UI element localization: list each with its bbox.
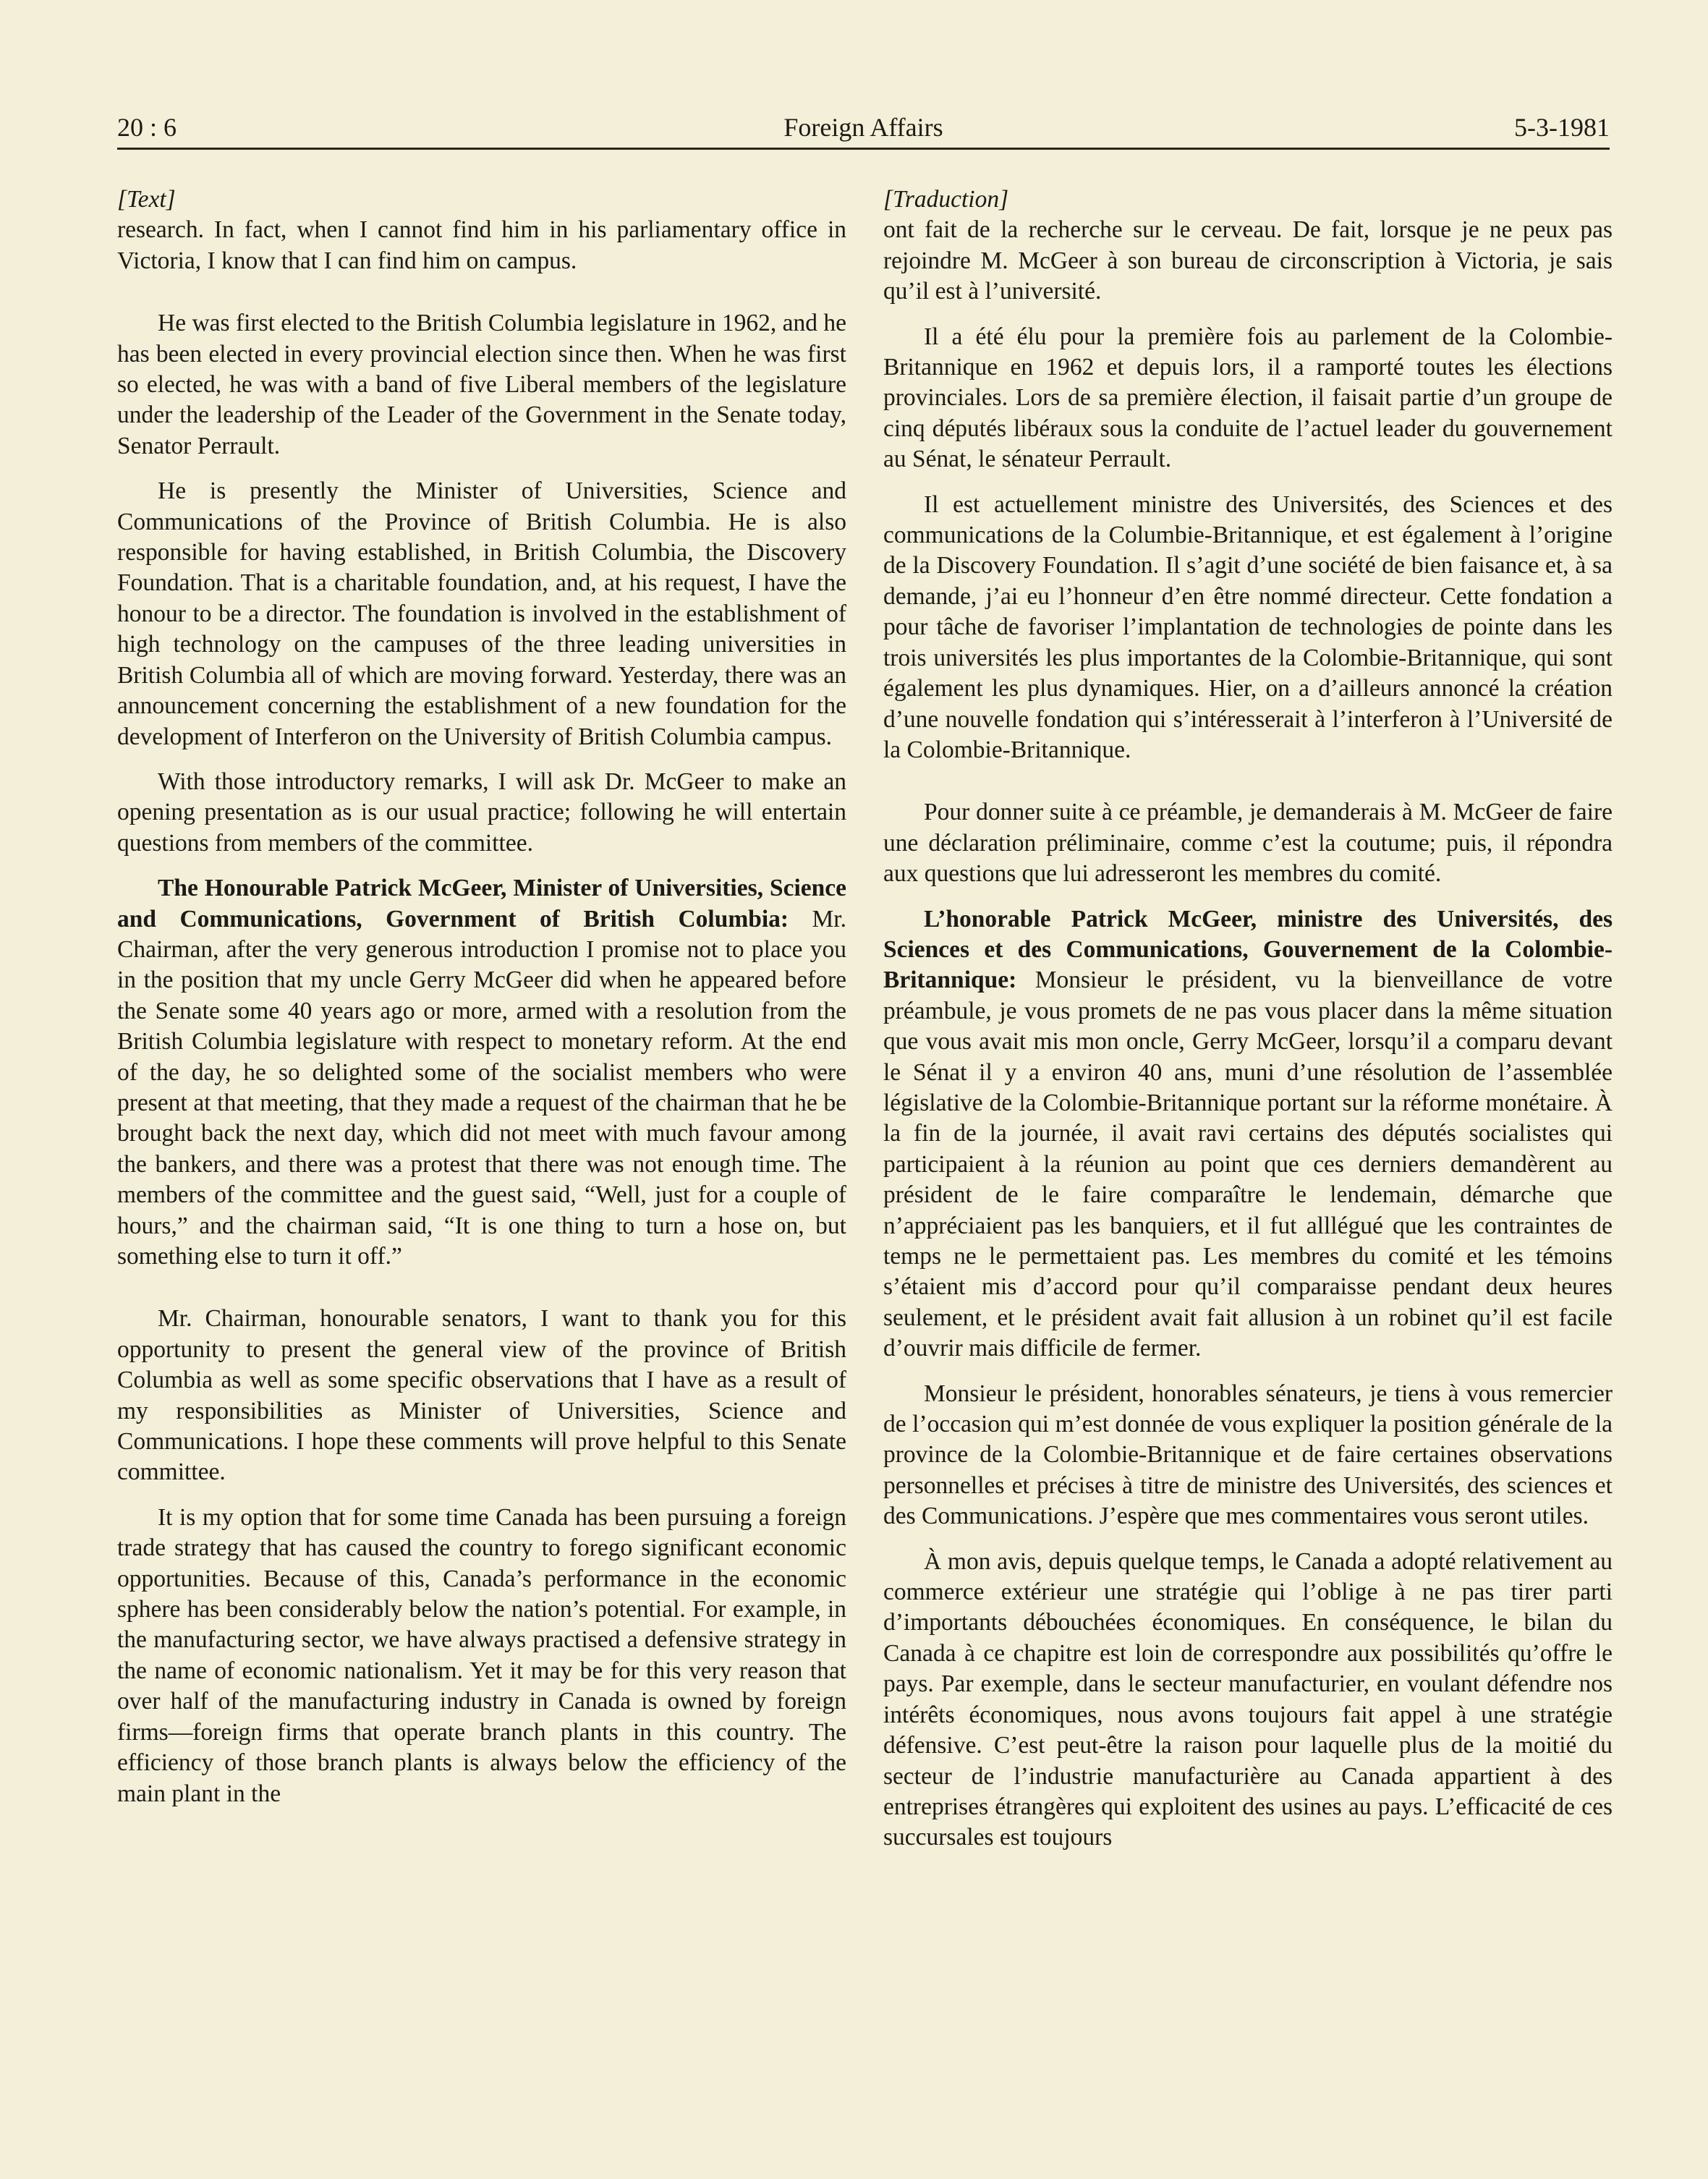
english-language-tag: [Text] [117,186,176,213]
french-paragraph-5 [883,904,1613,1364]
english-paragraph-6: Mr. Chairman, honourable senators, I want to thank you for this opportunity to present the general view of the province of British Columbia as well as some specific observations that I have as a result of my responsibilities as Minister of Universities, Science and Communications. I hope these comments will prove helpful to this Senate committee. [117,1305,846,1486]
french-paragraph-1: ont fait de la recherche sur le cerveau. De fait, lorsque je ne peux pas rejoindre M. McGeer à son bureau de circonscription à Victoria, je sais qu’il est à l’université. [883,216,1613,305]
french-column [883,184,1613,1868]
english-paragraph-7: It is my option that for some time Canada has been pursuing a foreign trade strategy that has caused the country to forego significant economic opportunities. Because of this, Canada’s performance in the economic sphere has been considerably below the nation’s potential. For example, in the manufacturing sector, we have always practised a defensive strategy in the name of economic nationalism. Yet it may be for this very reason that over half of the manufacturing industry in Canada is owned by foreign firms—foreign firms that operate branch plants in this country. The efficiency of those branch plants is always below the efficiency of the main plant in the [117,1503,846,1807]
french-speaker-text: Monsieur le président, vu la bienveillance de votre préambule, je vous promets de ne pas vous placer dans la même situation que vous avait mis mon oncle, Gerry McGeer, lorsqu’il a comparu devant le Sénat il y a environ 40 ans, muni d’une résolution de l’assemblée législative de la Colombie-Britannique portant sur la réforme monétaire. À la fin de la journée, il avait ravi certains des députés socialistes qui participaient à la réunion au point que ces derniers demandèrent au président de le faire comparaître le lendemain, démarche que n’appréciaient pas les banquiers, et il fut alllégué que les contraintes de temps ne le permettaient pas. Les membres du comité et les témoins s’étaient mis d’accord pour qu’il comparaisse pendant deux heures seulement, et le président avait fait allusion à un robinet qu’il est facile d’ouvrir mais difficile de fermer. [883,967,1613,1362]
publication-date: 5-3-1981 [1514,113,1610,142]
french-speaker-name: L’honorable Patrick McGeer, ministre des Universités, des Sciences et des Communications, Gouvernement de la Colombie-Britannique: [883,905,1613,994]
english-paragraph-5 [117,873,846,1272]
english-paragraph-2: He was first elected to the British Columbia legislature in 1962, and he has been elected in every provincial election since then. When he was first so elected, he was with a band of five Liberal members of the legislature under the leadership of the Leader of the Government in the Senate today, Senator Perrault. [117,310,846,459]
english-paragraph-1: research. In fact, when I cannot find him in his parliamentary office in Victoria, I know that I can find him on campus. [117,216,846,274]
english-speaker-name: The Honourable Patrick McGeer, Minister of Universities, Science and Communications, Government of British Columbia: [117,875,846,933]
french-paragraph-6: Monsieur le président, honorables sénateurs, je tiens à vous remercier de l’occasion qui m’est donnée de vous expliquer la position générale de la province de la Colombie-Britannique et de faire certaines observations personnelles et précises à titre de ministre des Universités, des sciences et des Communications. J’espère que mes commentaires vous seront utiles. [883,1380,1613,1530]
english-speaker-text: Mr. Chairman, after the very generous introduction I promise not to place you in the position that my uncle Gerry McGeer did when he appeared before the Senate some 40 years ago or more, armed with a resolution from the British Columbia legislature with respect to monetary reform. At the end of the day, he so delighted some of the socialist members who were present at that meeting, that they made a request of the chairman that he be brought back the next day, which did not meet with much favour among the bankers, and there was a protest that there was not enough time. The members of the committee and the guest said, “Well, just for a couple of hours,” and the chairman said, “It is one thing to turn a hose on, but something else to turn it off.” [117,905,846,1270]
english-column [117,184,846,1824]
french-paragraph-4: Pour donner suite à ce préamble, je demanderais à M. McGeer de faire une déclaration préliminaire, comme c’est la coutume; puis, il répondra aux questions que lui adresseront les membres du comité. [883,799,1613,888]
french-paragraph-7: À mon avis, depuis quelque temps, le Canada a adopté relativement au commerce extérieur une stratégie qui l’oblige à ne pas tirer parti d’importants débouchées économiques. En conséquence, le bilan du Canada à ce chapitre est loin de correspondre aux possibilités qu’offre le pays. Par exemple, dans le secteur manufacturier, en voulant défendre nos intérêts économiques, nous avons toujours fait appel à une stratégie défensive. C’est peut-être la raison pour laquelle plus de la moitié du secteur de l’industrie manufacturière au Canada appartient à des entreprises étrangères qui exploitent des usines au pays. L’efficacité de ces succursales est toujours [883,1547,1613,1851]
french-paragraph-2: Il a été élu pour la première fois au parlement de la Colombie-Britannique en 1962 et depuis lors, il a ramporté toutes les élections provinciales. Lors de sa première élection, il faisait partie d’un groupe de cinq députés libéraux sous la conduite de l’actuel leader du gouvernement au Sénat, le sénateur Perrault. [883,323,1613,473]
english-paragraph-3: He is presently the Minister of Universities, Science and Communications of the Province of British Columbia. He is also responsible for having established, in British Columbia, the Discovery Foundation. That is a charitable foundation, and, at his request, I have the honour to be a director. The foundation is involved in the establishment of high technology on the campuses of the three leading universities in British Columbia all of which are moving forward. Yesterday, there was an announcement concerning the establishment of a new foundation for the development of Interferon on the University of British Columbia campus. [117,477,846,750]
publication-title: Foreign Affairs [783,113,943,142]
english-paragraph-4: With those introductory remarks, I will ask Dr. McGeer to make an opening presentation as is our usual practice; following he will entertain questions from members of the committee. [117,768,846,857]
page-reference: 20 : 6 [117,113,177,142]
page-header [117,109,1610,146]
french-language-tag: [Traduction] [883,186,1009,213]
header-rule [117,148,1610,150]
french-paragraph-3: Il est actuellement ministre des Universités, des Sciences et des communications de la Columbie-Britannique, et est également à l’origine de la Discovery Foundation. Il s’agit d’une société de bien faisance et, à sa demande, j’ai eu l’honneur d’en être nommé directeur. Cette fondation a pour tâche de favoriser l’implantation de technologies de pointe dans les trois universités les plus importantes de la Colombie-Britannique, qui sont également les plus dynamiques. Hier, on a d’ailleurs annoncé la création d’une nouvelle fondation qui s’intéresserait à l’interferon à l’Université de la Colombie-Britannique. [883,490,1613,763]
